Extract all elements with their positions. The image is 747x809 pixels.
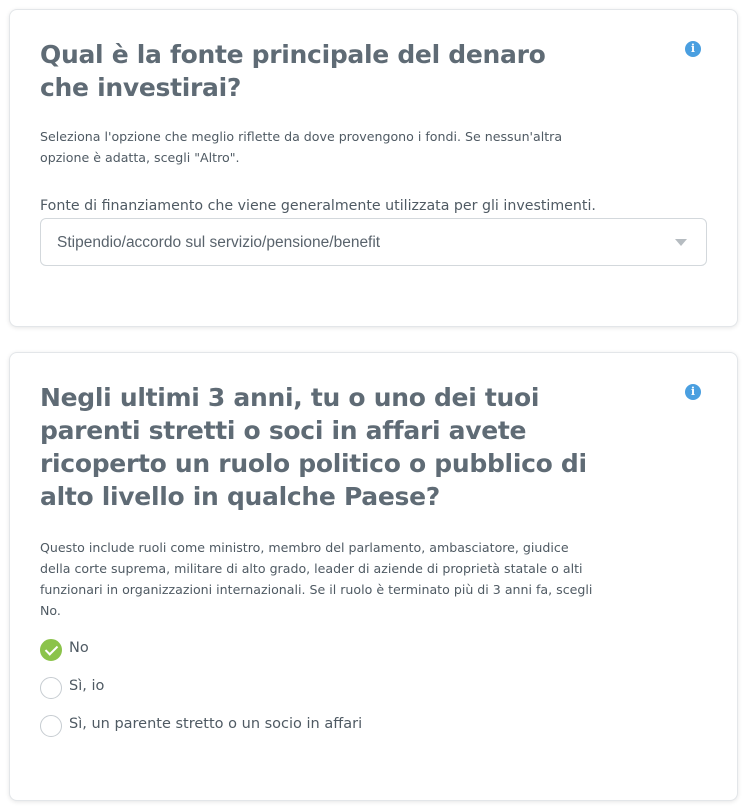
radio-option-label: Sì, io xyxy=(69,678,105,694)
funding-source-field-label: Fonte di finanziamento che viene generalmente utilizzata per gli investimenti. xyxy=(40,198,596,214)
funding-source-selected-value: Stipendio/accordo sul servizio/pensione/benefit xyxy=(57,234,381,251)
radio-checked-icon[interactable] xyxy=(40,639,62,661)
info-icon[interactable]: i xyxy=(685,384,701,400)
radio-unchecked-icon[interactable] xyxy=(40,715,62,737)
funding-source-description: Seleziona l'opzione che meglio riflette da dove provengono i fondi. Se nessun'altra opzione è adatta, scegli "Altro". xyxy=(40,129,563,165)
radio-option-label: No xyxy=(69,640,89,656)
funding-source-question-title: Qual è la fonte principale del denaro che investirai? xyxy=(40,40,546,102)
info-icon[interactable]: i xyxy=(685,41,701,57)
funding-source-card xyxy=(9,9,738,327)
pep-question-card xyxy=(9,352,738,801)
pep-question-description: Questo include ruoli come ministro, membro del parlamento, ambasciatore, giudice della corte suprema, militare di alto grado, leader di aziende di proprietà statale o alti funzionari in organizzazioni internazionali. Se il ruolo è terminato più di 3 anni fa, scegli No. xyxy=(40,540,593,618)
pep-question-title: Negli ultimi 3 anni, tu o uno dei tuoi parenti stretti o soci in affari avete ricoperto un ruolo politico o pubblico di alto livello in qualche Paese? xyxy=(40,383,587,511)
funding-source-select[interactable] xyxy=(40,218,707,266)
radio-option-label: Sì, un parente stretto o un socio in affari xyxy=(69,716,363,732)
chevron-down-icon xyxy=(675,239,687,246)
radio-unchecked-icon[interactable] xyxy=(40,677,62,699)
